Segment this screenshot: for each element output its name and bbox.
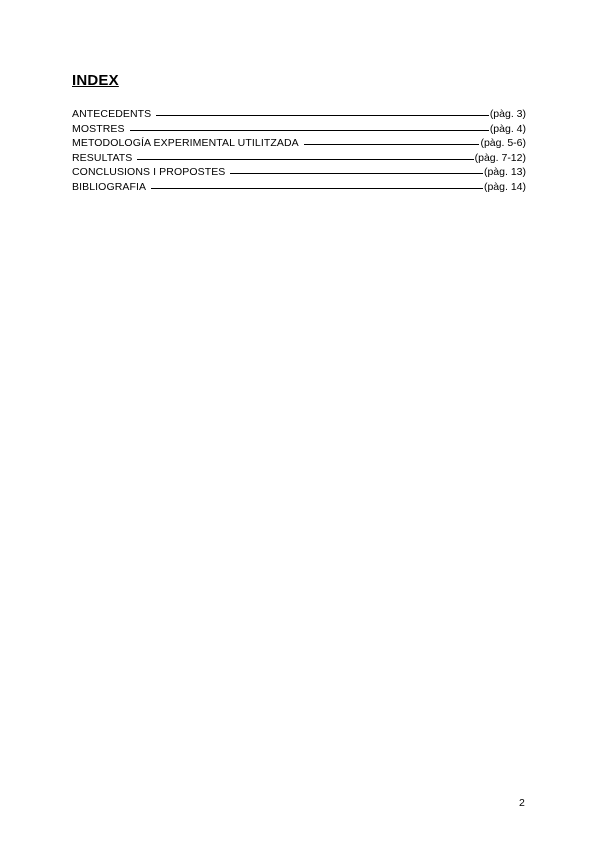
toc-entry-conclusions (72, 165, 526, 180)
toc-entry-page: (pàg. 7-12) (474, 151, 526, 164)
page-number: 2 (519, 797, 525, 809)
toc-entry-page: (pàg. 13) (483, 166, 526, 179)
toc-entry-title: CONCLUSIONS I PROPOSTES (72, 166, 226, 179)
toc-entry-resultats (72, 151, 526, 166)
toc-entry-mostres (72, 122, 526, 137)
toc-entry-bibliografia (72, 180, 526, 195)
toc-entry-title: METODOLOGÍA EXPERIMENTAL UTILITZADA (72, 137, 299, 150)
toc-entry-page: (pàg. 3) (489, 108, 526, 120)
toc-entry-page: (pàg. 5-6) (480, 137, 526, 150)
toc-entry-antecedents (72, 107, 526, 122)
toc-entry-title: BIBLIOGRAFIA (72, 180, 147, 193)
toc-entry-title: MOSTRES (72, 122, 125, 135)
toc-entry-page: (pàg. 14) (483, 180, 526, 193)
toc-leader-line (130, 130, 489, 131)
toc-leader-line (156, 115, 489, 116)
toc-entry-title: ANTECEDENTS (72, 108, 152, 120)
index-heading: INDEX (72, 72, 119, 89)
toc-leader-line (151, 188, 483, 189)
toc-leader-line (304, 144, 480, 145)
toc-entry-title: RESULTATS (72, 151, 133, 164)
toc-leader-line (230, 173, 483, 174)
table-of-contents (72, 107, 526, 195)
toc-entry-page: (pàg. 4) (489, 122, 526, 135)
toc-leader-line (137, 159, 473, 160)
toc-entry-metodologia (72, 136, 526, 151)
